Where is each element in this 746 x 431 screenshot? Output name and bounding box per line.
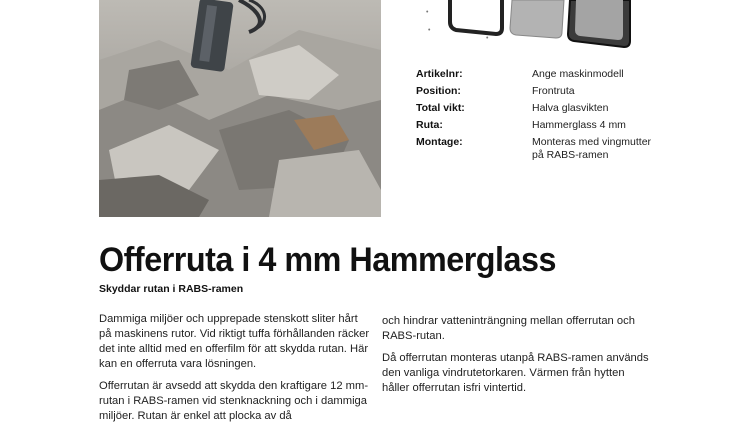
spec-row-position [416,85,716,98]
spec-value: Hammerglass 4 mm [532,119,626,131]
spec-value: Halva glasvikten [532,102,609,114]
svg-text:•: • [428,27,431,34]
spec-value: Frontruta [532,85,575,97]
svg-text:•: • [426,9,429,16]
spec-row-ruta [416,119,716,132]
spec-label: Artikelnr: [416,68,463,80]
spec-label: Ruta: [416,119,443,131]
page-subtitle: Skyddar rutan i RABS-ramen [99,283,244,295]
spec-value: Ange maskinmodell [532,68,624,80]
spec-value: Monteras med vingmutter på RABS-ramen [532,136,652,161]
spec-label: Total vikt: [416,102,465,114]
spec-row-total-vikt [416,102,716,115]
spec-table [416,68,716,166]
paragraph: och hindrar vatteninträngning mellan offerrutan och RABS-rutan. [382,315,635,342]
spec-label: Montage: [416,136,463,148]
body-column-left [99,312,371,431]
rock-breaker-photo [99,0,381,217]
paragraph: Offerrutan är avsedd att skydda den kraftigare 12 mm-rutan i RABS-ramen vid stenknackning och i dammiga miljöer. Rutan är enkel att plocka av då [99,380,369,422]
spec-row-artikelnr [416,68,716,81]
windscreen-diagram [418,0,640,56]
svg-text:•: • [486,35,489,42]
body-column-right [382,314,654,403]
page-title: Offerruta i 4 mm Hammerglass [99,241,557,279]
quarry-image [99,0,381,217]
spec-row-montage [416,136,716,162]
paragraph: Dammiga miljöer och upprepade stenskott sliter hårt på maskinens rutor. Vid riktigt tuffa förhållanden räcker det inte alltid med en offerfilm för att skydda rutan. Här kan en offerruta vara lösningen. [99,313,370,370]
paragraph: Då offerrutan monteras utanpå RABS-ramen används den vanliga vindrutetorkaren. Värmen från hytten håller offerrutan isfri vintertid. [382,352,649,394]
window-frames-illustration [418,0,640,56]
spec-label: Position: [416,85,461,97]
